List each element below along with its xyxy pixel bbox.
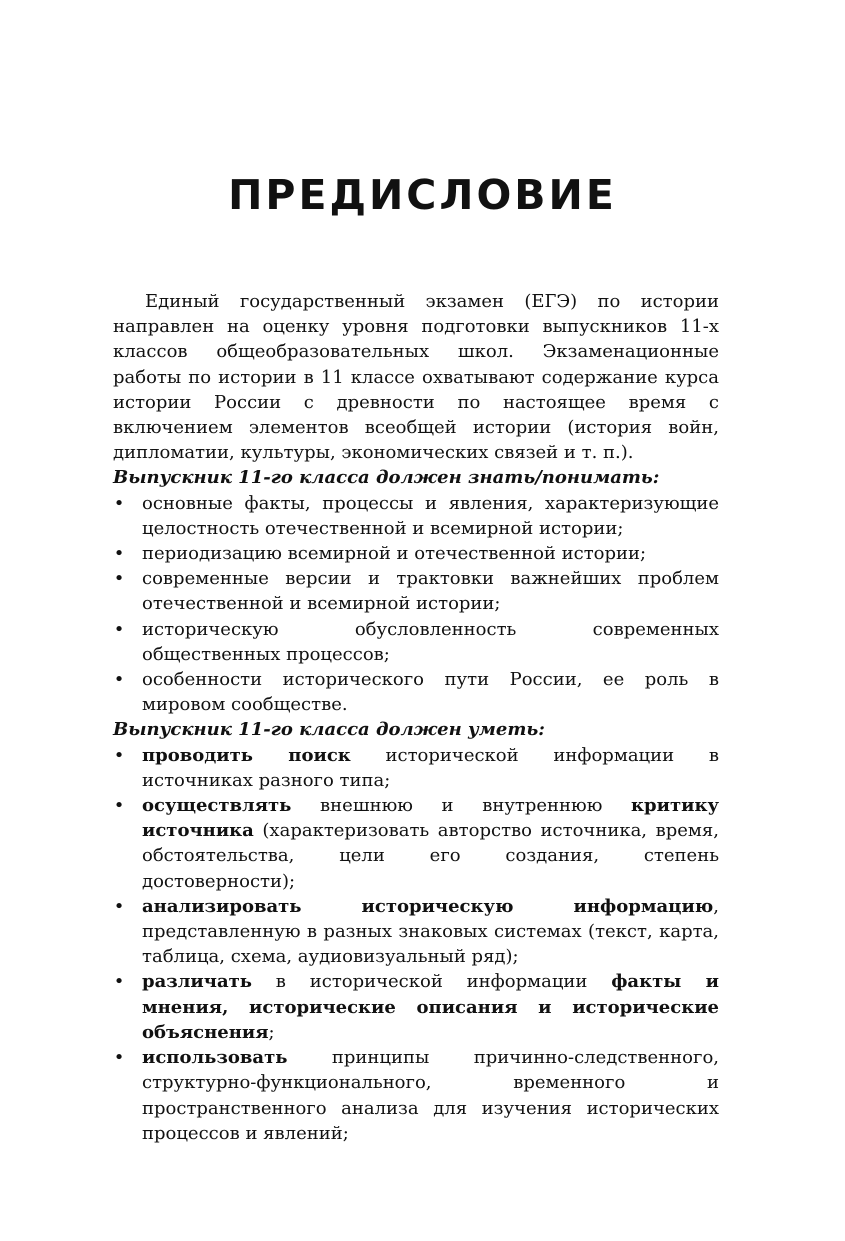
bullet-icon: •: [113, 795, 125, 817]
can-heading: Выпускник 11-го класса должен уметь:: [113, 719, 545, 741]
list-item-text: историческую обусловленность современных общественных процессов;: [142, 618, 719, 665]
bullet-icon: •: [113, 669, 125, 691]
skill-term: анализировать историческую информацию: [142, 895, 714, 917]
know-list: [113, 491, 719, 718]
bullet-icon: •: [113, 1047, 125, 1069]
skill-term: факты и мнения, исторические описания и исторические объяснения: [142, 971, 719, 1043]
list-item-text: внешнюю и внутреннюю: [291, 795, 632, 817]
skill-term: использовать: [142, 1047, 288, 1069]
bullet-icon: •: [113, 971, 125, 993]
list-item-text: принципы причинно-следственного, структурно-функционального, временного и пространственного анализа для изучения исторических процессов и явлений;: [142, 1047, 719, 1144]
list-item-text: современные версии и трактовки важнейших проблем отечественной и всемирной истории;: [142, 568, 719, 615]
list-item: [113, 894, 719, 970]
list-item-text: основные факты, процессы и явления, характеризующие целостность отечественной и всемирной истории;: [142, 492, 719, 539]
skill-term: осуществлять: [142, 795, 292, 817]
can-list: [113, 743, 719, 1146]
list-item-text: в исторической информации: [252, 971, 612, 993]
list-item: [113, 491, 719, 541]
bullet-icon: •: [113, 744, 125, 766]
list-item: [113, 1045, 719, 1146]
list-item: [113, 566, 719, 616]
page-body: [113, 289, 719, 1146]
list-item-text: исторической информации в источниках разного типа;: [142, 744, 719, 791]
list-item-text: особенности исторического пути России, ее роль в мировом сообществе.: [142, 669, 719, 716]
bullet-icon: •: [113, 568, 125, 590]
list-item: [113, 541, 719, 566]
know-heading: Выпускник 11-го класса должен знать/понимать:: [113, 467, 660, 489]
list-item-text: , представленную в разных знаковых системах (текст, карта, таблица, схема, аудиовизуальный ряд);: [142, 895, 719, 968]
skill-term: различать: [142, 971, 252, 993]
bullet-icon: •: [113, 618, 125, 640]
skill-term: проводить поиск: [142, 744, 351, 766]
bullet-icon: •: [113, 492, 125, 514]
list-item: [113, 667, 719, 717]
list-item-text: ;: [268, 1021, 275, 1043]
skill-term: критику источника: [142, 795, 719, 842]
list-item-text: (характеризовать авторство источника, время, обстоятельства, цели его создания, степень достоверности);: [142, 820, 719, 892]
list-item-text: периодизацию всемирной и отечественной истории;: [142, 543, 647, 565]
list-item: [113, 743, 719, 793]
bullet-icon: •: [113, 895, 125, 917]
intro-paragraph: Единый государственный экзамен (ЕГЭ) по истории направлен на оценку уровня подготовки выпускников 11-х классов общеобразовательных школ. Экзаменационные работы по истории в 11 классе охватывают содержание курса истории России с древности по настоящее время с включением элементов всеобщей истории (история войн, дипломатии, культуры, экономических связей и т. п.).: [113, 291, 719, 464]
bullet-icon: •: [113, 543, 125, 565]
list-item: [113, 969, 719, 1045]
page-title: ПРЕДИСЛОВИЕ: [228, 171, 617, 220]
list-item: [113, 617, 719, 667]
list-item: [113, 793, 719, 894]
